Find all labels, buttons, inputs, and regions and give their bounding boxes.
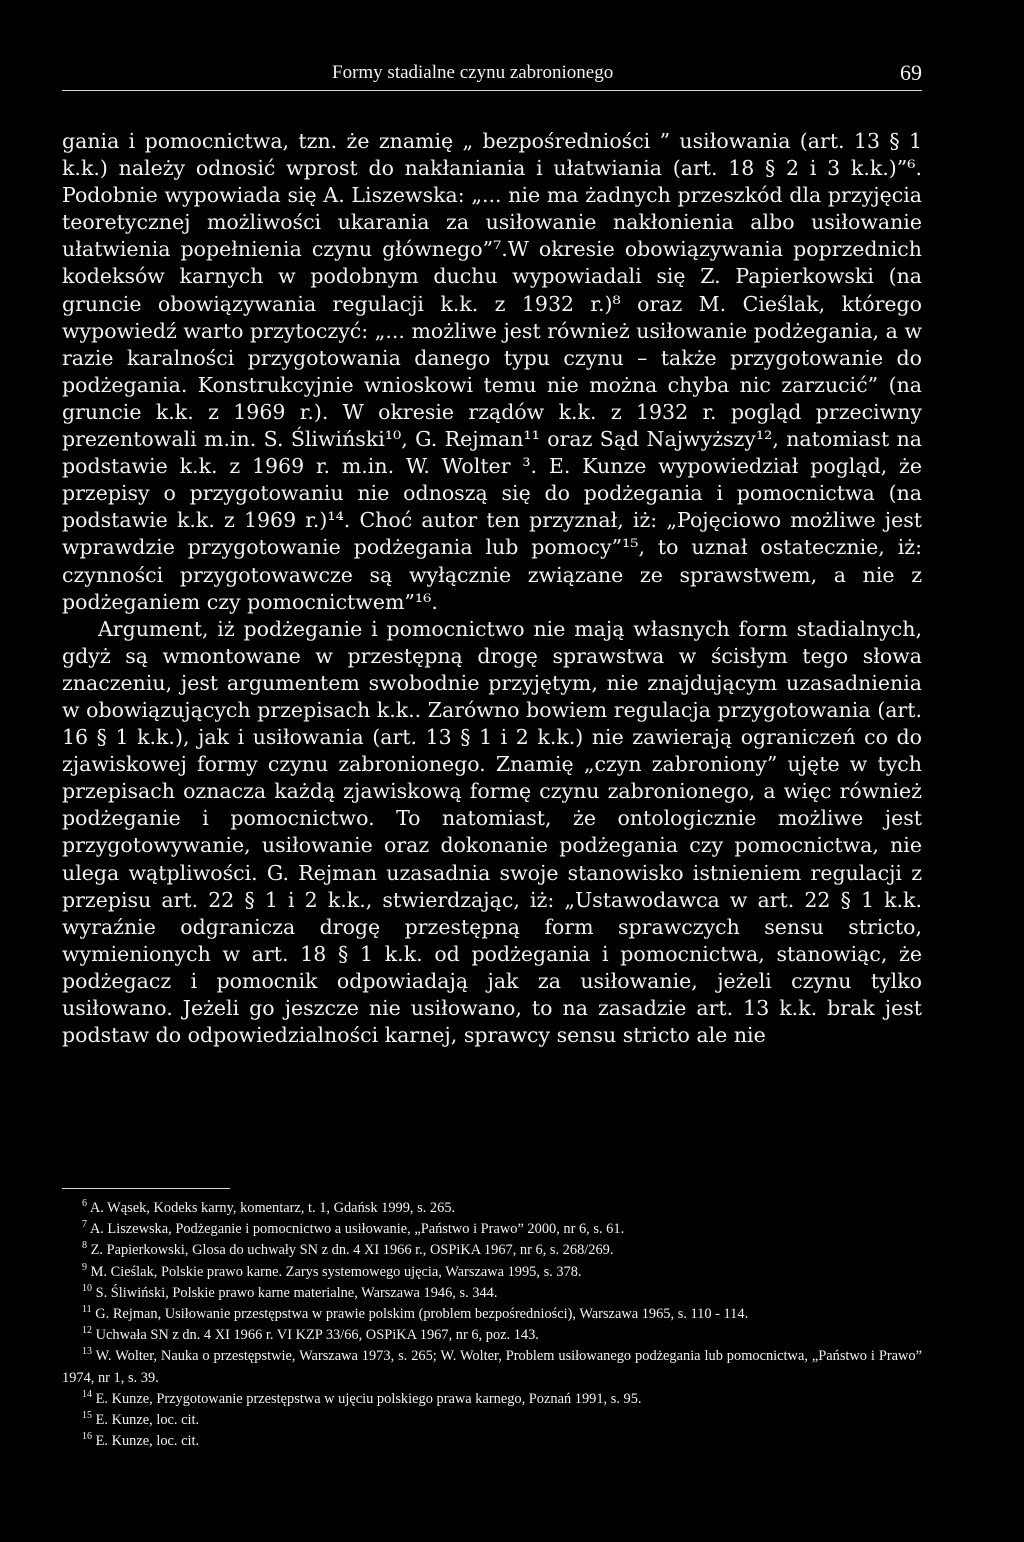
footnote bbox=[62, 1304, 922, 1325]
footnote-divider bbox=[62, 1188, 230, 1189]
footnote bbox=[62, 1346, 922, 1388]
footnote-number: 11 bbox=[82, 1304, 92, 1316]
footnote bbox=[62, 1262, 922, 1283]
footnote-number: 16 bbox=[82, 1431, 92, 1443]
running-header bbox=[62, 62, 922, 91]
footnote bbox=[62, 1410, 922, 1431]
footnote bbox=[62, 1219, 922, 1240]
footnote bbox=[62, 1325, 922, 1346]
page-number: 69 bbox=[900, 60, 922, 85]
main-text bbox=[62, 128, 922, 1049]
footnote bbox=[62, 1240, 922, 1261]
footnote-number: 14 bbox=[82, 1389, 92, 1401]
footnote bbox=[62, 1389, 922, 1410]
paragraph: gania i pomocnictwa, tzn. że znamię „ bezpośredniości ” usiłowania (art. 13 § 1 k.k.) należy odnosić wprost do nakłaniania i ułatwiania (art. 18 § 2 i 3 k.k.)”⁶. Podobnie wypowiada się A. Liszewska: „... nie ma żadnych przeszkód dla przyjęcia teoretycznej możliwości ukarania za usiłowanie nakłonienia albo usiłowanie ułatwienia popełnienia czynu głównego”⁷.W okresie obowiązywania poprzednich kodeksów karnych w podobnym duchu wypowiadali się Z. Papierkowski (na gruncie obowiązywania regulacji k.k. z 1932 r.)⁸ oraz M. Cieślak, którego wypowiedź warto przytoczyć: „... możliwe jest również usiłowanie podżegania, a w razie karalności przygotowania danego typu czynu – także przygotowanie do podżegania. Konstrukcyjnie wnioskowi temu nie można chyba nic zarzucić” (na gruncie k.k. z 1969 r.). W okresie rządów k.k. z 1932 r. pogląd przeciwny prezentowali m.in. S. Śliwiński¹⁰, G. Rejman¹¹ oraz Sąd Najwyższy¹², natomiast na podstawie k.k. z 1969 r. m.in. W. Wolter ³. E. Kunze wypowiedział pogląd, że przepisy o przygotowaniu nie odnoszą się do podżegania i pomocnictwa (na podstawie k.k. z 1969 r.)¹⁴. Choć autor ten przyznał, iż: „Pojęciowo możliwe jest wprawdzie przygotowanie podżegania lub pomocy”¹⁵, to uznał ostatecznie, iż: czynności przygotowawcze są wyłącznie związane ze sprawstwem, a nie z podżeganiem czy pomocnictwem”¹⁶. bbox=[62, 129, 922, 614]
footnote-text: A. Liszewska, Podżeganie i pomocnictwo a usiłowanie, „Państwo i Prawo” 2000, nr 6, s. 61. bbox=[89, 1221, 625, 1238]
footnote-number: 12 bbox=[82, 1325, 92, 1337]
footnote-text: E. Kunze, loc. cit. bbox=[95, 1412, 200, 1429]
footnote-text: Z. Papierkowski, Glosa do uchwały SN z dn. 4 XI 1966 r., OSPiKA 1967, nr 6, s. 268/269. bbox=[90, 1242, 614, 1259]
footnote-text: W. Wolter, Nauka o przestępstwie, Warszawa 1973, s. 265; W. Wolter, Problem usiłowanego podżegania lub pomocnictwa, „Państwo i Prawo” 1974, nr 1, s. 39. bbox=[62, 1348, 923, 1386]
footnote-text: G. Rejman, Usiłowanie przestępstwa w prawie polskim (problem bezpośredniości), Warszawa 1965, s. 110 - 114. bbox=[95, 1306, 749, 1323]
footnote bbox=[62, 1431, 922, 1452]
footnote-text: Uchwała SN z dn. 4 XI 1966 r. VI KZP 33/66, OSPiKA 1967, nr 6, poz. 143. bbox=[95, 1327, 539, 1344]
footnote-text: E. Kunze, loc. cit. bbox=[95, 1433, 200, 1450]
footnote-number: 6 bbox=[82, 1198, 87, 1210]
running-title: Formy stadialne czynu zabronionego bbox=[332, 62, 614, 83]
footnotes bbox=[62, 1198, 922, 1452]
footnote-number: 7 bbox=[82, 1219, 87, 1231]
footnote-number: 15 bbox=[82, 1410, 92, 1422]
paragraph: Argument, iż podżeganie i pomocnictwo nie mają własnych form stadialnych, gdyż są wmontowane w przestępną drogę sprawstwa w ścisłym tego słowa znaczeniu, jest argumentem swobodnie przyjętym, nie znajdującym uzasadnienia w obowiązujących przepisach k.k.. Zarówno bowiem regulacja przygotowania (art. 16 § 1 k.k.), jak i usiłowania (art. 13 § 1 i 2 k.k.) nie zawierają ograniczeń co do zjawiskowej formy czynu zabronionego. Znamię „czyn zabroniony” ujęte w tych przepisach oznacza każdą zjawiskową formę czynu zabronionego, a więc również podżeganie i pomocnictwo. To natomiast, że ontologicznie możliwe jest przygotowywanie, usiłowanie oraz dokonanie podżegania czy pomocnictwa, nie ulega wątpliwości. G. Rejman uzasadnia swoje stanowisko istnieniem regulacji z przepisu art. 22 § 1 i 2 k.k., stwierdzając, iż: „Ustawodawca w art. 22 § 1 k.k. wyraźnie odgranicza drogę przestępną form sprawczych sensu stricto, wymienionych w art. 18 § 1 k.k. od podżegania i pomocnictwa, stanowiąc, że podżegacz i pomocnik odpowiadają jak za usiłowanie, jeżeli czynu tylko usiłowano. Jeżeli go jeszcze nie usiłowano, to na zasadzie art. 13 k.k. brak jest podstaw do odpowiedzialności karnej, sprawcy sensu stricto ale nie bbox=[62, 616, 922, 1048]
footnote-text: M. Cieślak, Polskie prawo karne. Zarys systemowego ujęcia, Warszawa 1995, s. 378. bbox=[90, 1263, 582, 1280]
footnote-number: 8 bbox=[82, 1240, 87, 1252]
footnote-text: E. Kunze, Przygotowanie przestępstwa w ujęciu polskiego prawa karnego, Poznań 1991, s. 95. bbox=[95, 1390, 642, 1407]
footnote bbox=[62, 1198, 922, 1219]
footnote-number: 13 bbox=[82, 1346, 92, 1358]
footnote-number: 9 bbox=[82, 1261, 87, 1273]
footnote-number: 10 bbox=[82, 1283, 92, 1295]
footnote-text: S. Śliwiński, Polskie prawo karne materialne, Warszawa 1946, s. 344. bbox=[95, 1284, 498, 1301]
footnote bbox=[62, 1283, 922, 1304]
footnote-text: A. Wąsek, Kodeks karny, komentarz, t. 1, Gdańsk 1999, s. 265. bbox=[89, 1200, 456, 1216]
